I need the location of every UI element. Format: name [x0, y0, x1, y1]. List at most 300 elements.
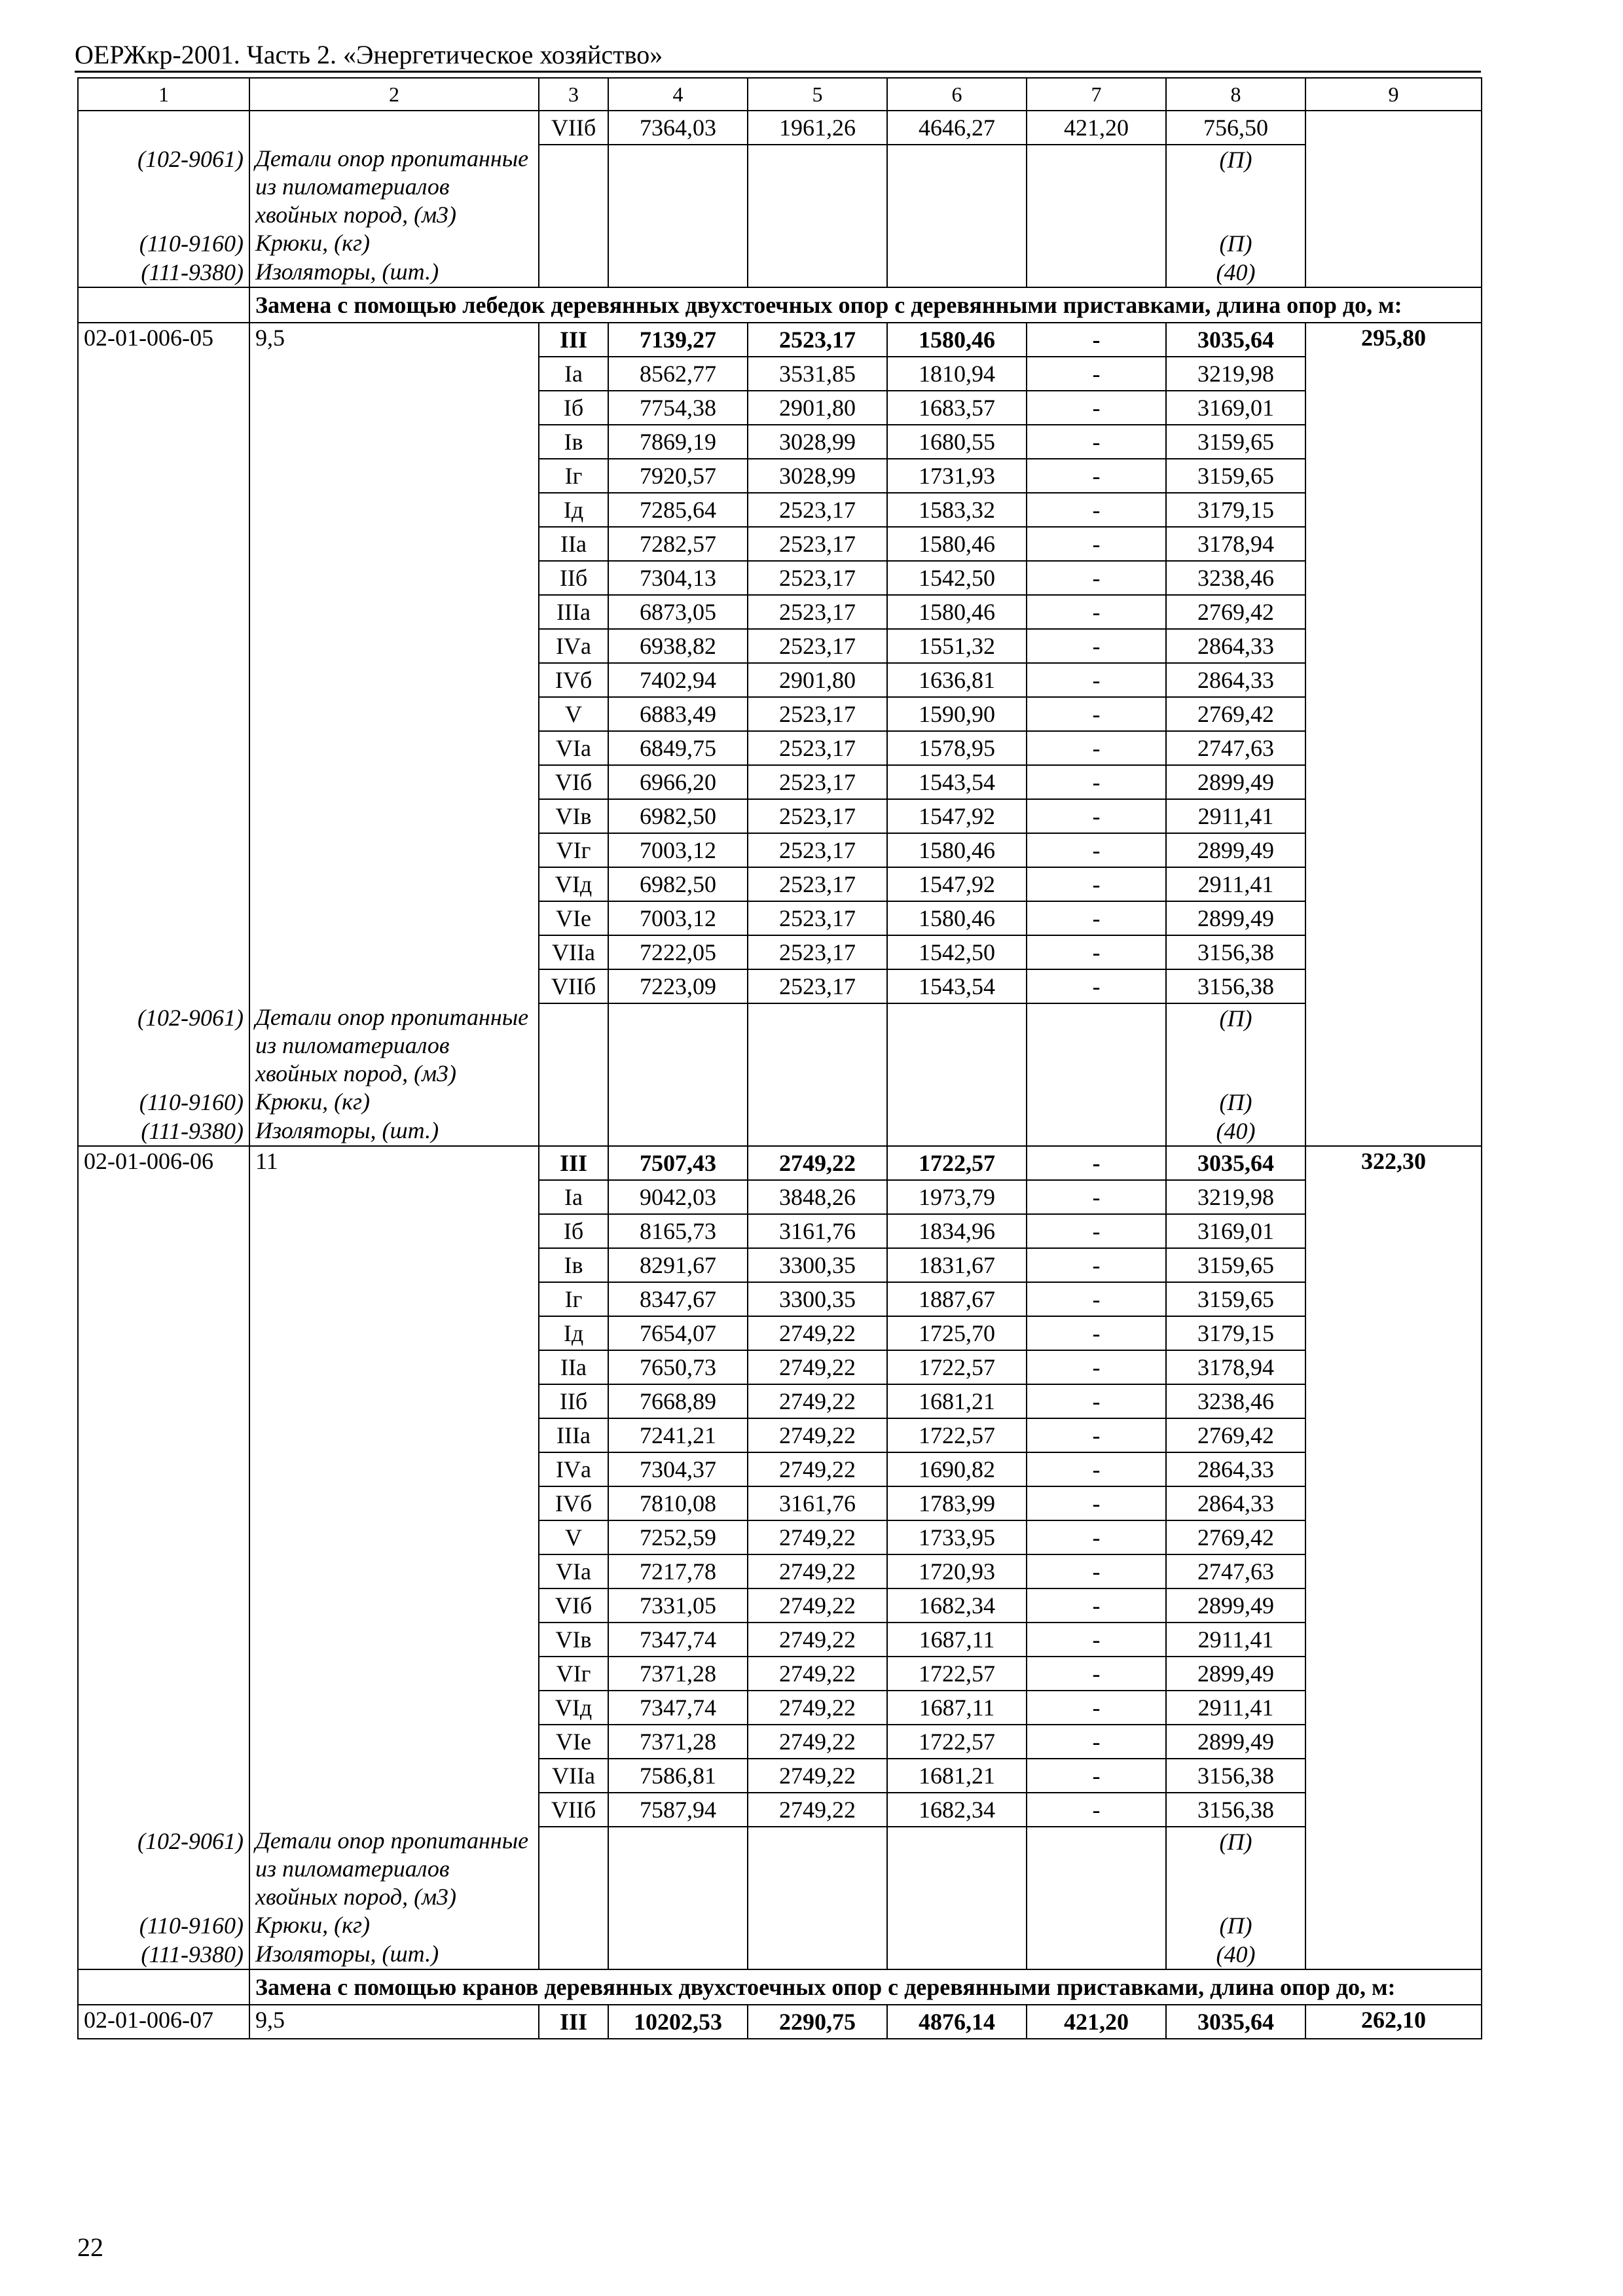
value-cell: 7371,28 — [608, 1657, 748, 1691]
code-cell — [78, 1452, 249, 1486]
value-cell: Iб — [539, 391, 608, 425]
table-row — [78, 1725, 1482, 1759]
empty-cell — [1305, 1088, 1482, 1117]
code-cell — [78, 1214, 249, 1248]
code-cell — [78, 1793, 249, 1827]
column-number-row — [78, 78, 1482, 111]
material-qty: (П) — [1166, 1088, 1305, 1117]
empty-cell — [748, 1003, 887, 1088]
name-cell — [249, 111, 539, 145]
value-cell: 2523,17 — [748, 731, 887, 765]
value-cell: - — [1027, 1520, 1166, 1554]
table-row — [78, 867, 1482, 901]
value-cell: V — [539, 1520, 608, 1554]
value-cell: 421,20 — [1027, 2005, 1166, 2039]
value-cell: 2749,22 — [748, 1146, 887, 1180]
empty-cell — [1027, 1117, 1166, 1146]
value-cell: 7285,64 — [608, 493, 748, 527]
value-cell: IIIа — [539, 595, 608, 629]
value-cell: 6982,50 — [608, 799, 748, 833]
value-cell: 2749,22 — [748, 1452, 887, 1486]
value-cell: 2523,17 — [748, 901, 887, 935]
value-cell — [1305, 1657, 1482, 1691]
value-cell: 1681,21 — [887, 1384, 1027, 1418]
name-cell — [249, 867, 539, 901]
empty-cell — [887, 145, 1027, 229]
value-cell: 3300,35 — [748, 1248, 887, 1282]
value-cell — [1305, 459, 1482, 493]
rate-name: 11 — [249, 1146, 539, 1180]
value-cell: Iд — [539, 1316, 608, 1350]
material-code: (110-9160) — [78, 229, 249, 258]
value-cell: IIа — [539, 527, 608, 561]
value-cell: 2749,22 — [748, 1691, 887, 1725]
code-cell — [78, 1248, 249, 1282]
value-cell: 7347,74 — [608, 1623, 748, 1657]
value-cell: VIв — [539, 1623, 608, 1657]
material-code: (102-9061) — [78, 1827, 249, 1911]
value-cell: IIб — [539, 1384, 608, 1418]
table-row — [78, 111, 1482, 145]
code-cell — [78, 1384, 249, 1418]
material-name: Изоляторы, (шт.) — [249, 258, 539, 287]
value-cell: - — [1027, 1146, 1166, 1180]
material-qty: (40) — [1166, 1117, 1305, 1146]
code-cell — [78, 1691, 249, 1725]
name-cell — [249, 1759, 539, 1793]
code-cell — [78, 1657, 249, 1691]
name-cell — [249, 969, 539, 1003]
value-cell: - — [1027, 697, 1166, 731]
empty-cell — [78, 287, 249, 323]
value-cell: - — [1027, 1384, 1166, 1418]
value-cell: VIIб — [539, 1793, 608, 1827]
value-cell: 7304,13 — [608, 561, 748, 595]
code-cell — [78, 1554, 249, 1588]
value-cell: IIа — [539, 1350, 608, 1384]
material-qty: (40) — [1166, 258, 1305, 287]
material-qty: (П) — [1166, 1003, 1305, 1088]
value-cell: 1973,79 — [887, 1180, 1027, 1214]
value-cell: 1831,67 — [887, 1248, 1027, 1282]
code-cell — [78, 1486, 249, 1520]
value-cell: - — [1027, 833, 1166, 867]
empty-cell — [1305, 145, 1482, 229]
value-cell: 7223,09 — [608, 969, 748, 1003]
material-row — [78, 1088, 1482, 1117]
value-cell: 1542,50 — [887, 935, 1027, 969]
name-cell — [249, 595, 539, 629]
name-cell — [249, 391, 539, 425]
name-cell — [249, 1282, 539, 1316]
value-cell: - — [1027, 799, 1166, 833]
value-cell: 7586,81 — [608, 1759, 748, 1793]
value-cell: VIе — [539, 901, 608, 935]
table-row — [78, 1520, 1482, 1554]
value-cell: 6873,05 — [608, 595, 748, 629]
empty-cell — [1305, 1827, 1482, 1911]
material-code: (102-9061) — [78, 1003, 249, 1088]
table-row — [78, 493, 1482, 527]
name-cell — [249, 663, 539, 697]
value-cell: 7869,19 — [608, 425, 748, 459]
empty-cell — [887, 1088, 1027, 1117]
section-heading: Замена с помощью лебедок деревянных двухстоечных опор с деревянными приставками, длина опор до, м: — [249, 287, 1482, 323]
value-cell: 1681,21 — [887, 1759, 1027, 1793]
value-cell: 2864,33 — [1166, 663, 1305, 697]
value-cell: - — [1027, 663, 1166, 697]
value-cell: VIа — [539, 731, 608, 765]
value-cell: 3178,94 — [1166, 1350, 1305, 1384]
material-qty: (П) — [1166, 145, 1305, 229]
value-cell: 2899,49 — [1166, 1657, 1305, 1691]
value-cell: 8562,77 — [608, 357, 748, 391]
table-row — [78, 1418, 1482, 1452]
value-cell: 1722,57 — [887, 1146, 1027, 1180]
empty-cell — [748, 229, 887, 258]
name-cell — [249, 357, 539, 391]
value-cell: 1547,92 — [887, 799, 1027, 833]
value-cell: 6849,75 — [608, 731, 748, 765]
material-name: Детали опор пропитанные из пиломатериалов хвойных пород, (м3) — [249, 1827, 539, 1911]
value-cell — [1305, 1418, 1482, 1452]
value-cell: - — [1027, 391, 1166, 425]
value-cell: Iа — [539, 357, 608, 391]
section-heading: Замена с помощью кранов деревянных двухстоечных опор с деревянными приставками, длина опор до, м: — [249, 1969, 1482, 2005]
value-cell: 3156,38 — [1166, 1793, 1305, 1827]
column-number: 3 — [539, 78, 608, 111]
value-cell: 7217,78 — [608, 1554, 748, 1588]
value-cell: Iб — [539, 1214, 608, 1248]
value-cell: 7754,38 — [608, 391, 748, 425]
value-cell: Iв — [539, 1248, 608, 1282]
value-cell: 1690,82 — [887, 1452, 1027, 1486]
value-cell — [1305, 493, 1482, 527]
value-cell — [1305, 1384, 1482, 1418]
name-cell — [249, 935, 539, 969]
name-cell — [249, 1793, 539, 1827]
value-cell: 7331,05 — [608, 1588, 748, 1623]
col9-value: 262,10 — [1305, 2005, 1482, 2039]
name-cell — [249, 1623, 539, 1657]
value-cell: 4876,14 — [887, 2005, 1027, 2039]
value-cell: 3531,85 — [748, 357, 887, 391]
value-cell: 3169,01 — [1166, 391, 1305, 425]
value-cell: 2523,17 — [748, 629, 887, 663]
table-row — [78, 1282, 1482, 1316]
code-cell — [78, 731, 249, 765]
value-cell: - — [1027, 1759, 1166, 1793]
page-number: 22 — [77, 2233, 103, 2262]
empty-cell — [887, 1117, 1027, 1146]
value-cell — [1305, 1520, 1482, 1554]
table-row — [78, 1248, 1482, 1282]
value-cell: - — [1027, 1623, 1166, 1657]
column-number: 9 — [1305, 78, 1482, 111]
value-cell: 1543,54 — [887, 765, 1027, 799]
table-row — [78, 833, 1482, 867]
material-qty: (П) — [1166, 1827, 1305, 1911]
value-cell: - — [1027, 1418, 1166, 1452]
table-row — [78, 1146, 1482, 1180]
value-cell: 2523,17 — [748, 867, 887, 901]
value-cell: 3035,64 — [1166, 2005, 1305, 2039]
value-cell: 1583,32 — [887, 493, 1027, 527]
empty-cell — [1027, 1088, 1166, 1117]
value-cell — [1305, 799, 1482, 833]
code-cell — [78, 1520, 249, 1554]
value-cell: 7371,28 — [608, 1725, 748, 1759]
empty-cell — [608, 229, 748, 258]
table-row — [78, 595, 1482, 629]
material-row — [78, 1827, 1482, 1911]
section-heading-row — [78, 1969, 1482, 2005]
value-cell — [1305, 1691, 1482, 1725]
value-cell: 7347,74 — [608, 1691, 748, 1725]
value-cell: 3156,38 — [1166, 935, 1305, 969]
value-cell: 1580,46 — [887, 901, 1027, 935]
value-cell: 2523,17 — [748, 765, 887, 799]
material-qty: (П) — [1166, 1911, 1305, 1940]
empty-cell — [608, 1088, 748, 1117]
table-row — [78, 731, 1482, 765]
empty-cell — [539, 1117, 608, 1146]
value-cell: 2749,22 — [748, 1350, 887, 1384]
value-cell: 2749,22 — [748, 1588, 887, 1623]
value-cell: IIб — [539, 561, 608, 595]
rate-code: 02-01-006-06 — [78, 1146, 249, 1180]
value-cell: 1636,81 — [887, 663, 1027, 697]
value-cell — [1305, 111, 1482, 145]
value-cell: 2864,33 — [1166, 1452, 1305, 1486]
value-cell: 2523,17 — [748, 561, 887, 595]
empty-cell — [887, 1940, 1027, 1969]
value-cell: 3028,99 — [748, 425, 887, 459]
value-cell: 9042,03 — [608, 1180, 748, 1214]
value-cell: VIв — [539, 799, 608, 833]
value-cell: 2523,17 — [748, 527, 887, 561]
value-cell: 1687,11 — [887, 1623, 1027, 1657]
value-cell: 1687,11 — [887, 1691, 1027, 1725]
value-cell — [1305, 629, 1482, 663]
material-name: Крюки, (кг) — [249, 1911, 539, 1940]
value-cell: 1783,99 — [887, 1486, 1027, 1520]
code-cell — [78, 1588, 249, 1623]
value-cell: 7668,89 — [608, 1384, 748, 1418]
table-row — [78, 1588, 1482, 1623]
value-cell — [1305, 867, 1482, 901]
value-cell — [1305, 527, 1482, 561]
table-row — [78, 1486, 1482, 1520]
value-cell: Iг — [539, 459, 608, 493]
value-cell: 2901,80 — [748, 663, 887, 697]
code-cell — [78, 595, 249, 629]
empty-cell — [539, 229, 608, 258]
value-cell: IVб — [539, 1486, 608, 1520]
value-cell: 2523,17 — [748, 493, 887, 527]
table-row — [78, 459, 1482, 493]
material-row — [78, 258, 1482, 287]
rate-code: 02-01-006-07 — [78, 2005, 249, 2039]
empty-cell — [539, 258, 608, 287]
value-cell: VIIа — [539, 935, 608, 969]
empty-cell — [1027, 229, 1166, 258]
value-cell: 1725,70 — [887, 1316, 1027, 1350]
name-cell — [249, 1520, 539, 1554]
code-cell — [78, 765, 249, 799]
material-name: Изоляторы, (шт.) — [249, 1117, 539, 1146]
material-code: (102-9061) — [78, 145, 249, 229]
value-cell: 421,20 — [1027, 111, 1166, 145]
table-row — [78, 1554, 1482, 1588]
column-number: 8 — [1166, 78, 1305, 111]
empty-cell — [1027, 1827, 1166, 1911]
value-cell: 2911,41 — [1166, 1623, 1305, 1657]
empty-cell — [748, 1827, 887, 1911]
value-cell: 2749,22 — [748, 1316, 887, 1350]
value-cell: 2901,80 — [748, 391, 887, 425]
value-cell: 8165,73 — [608, 1214, 748, 1248]
value-cell: 7139,27 — [608, 323, 748, 357]
empty-cell — [539, 1003, 608, 1088]
empty-cell — [748, 1088, 887, 1117]
empty-cell — [748, 145, 887, 229]
column-number: 1 — [78, 78, 249, 111]
value-cell: 1834,96 — [887, 1214, 1027, 1248]
empty-cell — [1305, 1940, 1482, 1969]
value-cell — [1305, 1180, 1482, 1214]
value-cell: - — [1027, 357, 1166, 391]
value-cell: - — [1027, 629, 1166, 663]
value-cell: 2749,22 — [748, 1520, 887, 1554]
value-cell: 2749,22 — [748, 1725, 887, 1759]
name-cell — [249, 629, 539, 663]
material-name: Детали опор пропитанные из пиломатериалов хвойных пород, (м3) — [249, 145, 539, 229]
value-cell: - — [1027, 1486, 1166, 1520]
value-cell: IVа — [539, 1452, 608, 1486]
table-row — [78, 323, 1482, 357]
code-cell — [78, 391, 249, 425]
table-row — [78, 1180, 1482, 1214]
code-cell — [78, 111, 249, 145]
value-cell: 1731,93 — [887, 459, 1027, 493]
col9-value: 295,80 — [1305, 323, 1482, 357]
value-cell — [1305, 1452, 1482, 1486]
value-cell: 7650,73 — [608, 1350, 748, 1384]
value-cell: 3161,76 — [748, 1486, 887, 1520]
value-cell: 1680,55 — [887, 425, 1027, 459]
table-row — [78, 935, 1482, 969]
value-cell: IIIа — [539, 1418, 608, 1452]
name-cell — [249, 833, 539, 867]
code-cell — [78, 969, 249, 1003]
value-cell: VIд — [539, 1691, 608, 1725]
value-cell — [1305, 901, 1482, 935]
value-cell: IVб — [539, 663, 608, 697]
empty-cell — [1305, 1003, 1482, 1088]
value-cell: VIб — [539, 765, 608, 799]
empty-cell — [539, 1940, 608, 1969]
value-cell: - — [1027, 765, 1166, 799]
value-cell — [1305, 1248, 1482, 1282]
material-code: (110-9160) — [78, 1088, 249, 1117]
value-cell: 7810,08 — [608, 1486, 748, 1520]
value-cell: 3169,01 — [1166, 1214, 1305, 1248]
value-cell: III — [539, 323, 608, 357]
value-cell: 6883,49 — [608, 697, 748, 731]
name-cell — [249, 697, 539, 731]
empty-cell — [748, 1117, 887, 1146]
code-cell — [78, 901, 249, 935]
material-name: Изоляторы, (шт.) — [249, 1940, 539, 1969]
value-cell: 2911,41 — [1166, 867, 1305, 901]
value-cell: 2749,22 — [748, 1384, 887, 1418]
value-cell: 1542,50 — [887, 561, 1027, 595]
code-cell — [78, 1418, 249, 1452]
value-cell: 2523,17 — [748, 595, 887, 629]
value-cell: 7587,94 — [608, 1793, 748, 1827]
code-cell — [78, 629, 249, 663]
empty-cell — [1027, 258, 1166, 287]
value-cell: 1722,57 — [887, 1350, 1027, 1384]
section-heading-row — [78, 287, 1482, 323]
empty-cell — [608, 145, 748, 229]
material-qty: (40) — [1166, 1940, 1305, 1969]
value-cell — [1305, 833, 1482, 867]
value-cell — [1305, 765, 1482, 799]
name-cell — [249, 731, 539, 765]
code-cell — [78, 357, 249, 391]
value-cell — [1305, 731, 1482, 765]
table-row — [78, 969, 1482, 1003]
value-cell — [1305, 1588, 1482, 1623]
empty-cell — [608, 1827, 748, 1911]
table-row — [78, 1214, 1482, 1248]
empty-cell — [1027, 1911, 1166, 1940]
value-cell: 1683,57 — [887, 391, 1027, 425]
name-cell — [249, 1486, 539, 1520]
value-cell: - — [1027, 1350, 1166, 1384]
material-code: (111-9380) — [78, 1940, 249, 1969]
table-row — [78, 1452, 1482, 1486]
col9-value: 322,30 — [1305, 1146, 1482, 1180]
name-cell — [249, 1657, 539, 1691]
value-cell: 3156,38 — [1166, 969, 1305, 1003]
value-cell: - — [1027, 1214, 1166, 1248]
code-cell — [78, 459, 249, 493]
value-cell: 2769,42 — [1166, 697, 1305, 731]
value-cell: - — [1027, 1452, 1166, 1486]
value-cell: VIг — [539, 833, 608, 867]
value-cell: - — [1027, 1316, 1166, 1350]
value-cell — [1305, 561, 1482, 595]
empty-cell — [1027, 145, 1166, 229]
code-cell — [78, 425, 249, 459]
value-cell: 2523,17 — [748, 833, 887, 867]
value-cell: 2911,41 — [1166, 799, 1305, 833]
value-cell: 3035,64 — [1166, 323, 1305, 357]
empty-cell — [1305, 1117, 1482, 1146]
code-cell — [78, 663, 249, 697]
value-cell: - — [1027, 867, 1166, 901]
value-cell: VIIб — [539, 111, 608, 145]
value-cell: - — [1027, 1657, 1166, 1691]
name-cell — [249, 799, 539, 833]
empty-cell — [608, 258, 748, 287]
value-cell: VIа — [539, 1554, 608, 1588]
value-cell: VIе — [539, 1725, 608, 1759]
value-cell: - — [1027, 901, 1166, 935]
